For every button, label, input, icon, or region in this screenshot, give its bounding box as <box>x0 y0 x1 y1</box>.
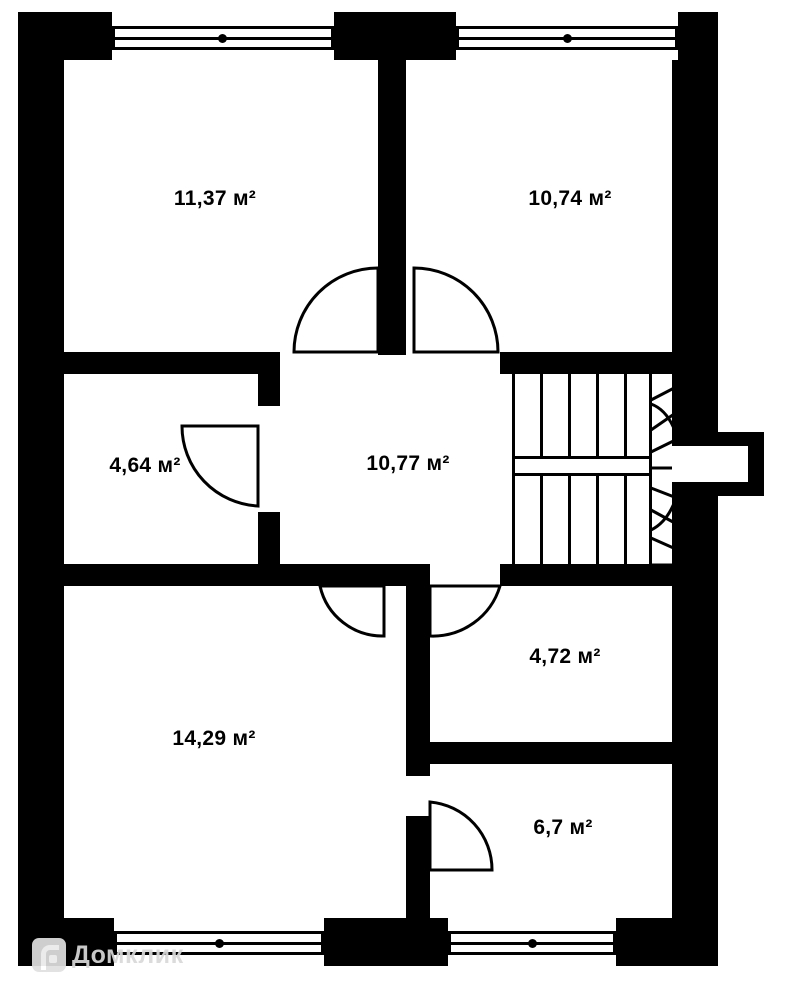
room-label: 4,64 м² <box>109 454 181 477</box>
room-label: 6,7 м² <box>533 816 593 839</box>
watermark-logo <box>32 938 184 972</box>
room-label: 4,72 м² <box>529 645 601 668</box>
domclick-logo-icon <box>32 938 66 972</box>
room-label: 10,77 м² <box>366 452 450 475</box>
room-label: 11,37 м² <box>173 187 257 210</box>
room-label: 10,74 м² <box>528 187 612 210</box>
room-label: 14,29 м² <box>172 727 256 750</box>
watermark-text: Домклик <box>72 940 184 969</box>
